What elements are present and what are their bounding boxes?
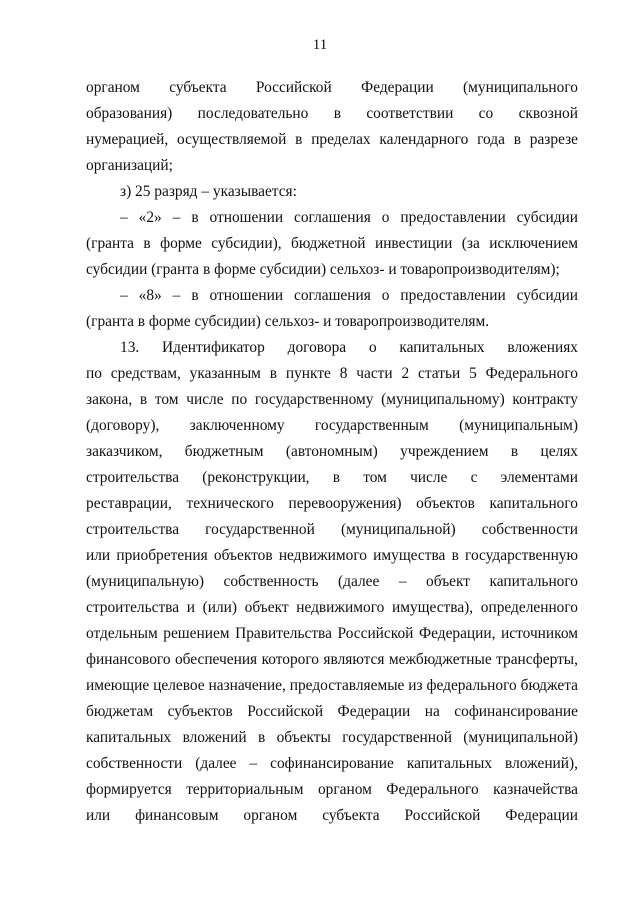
text-line: бюджетам субъектов Российской Федерации на софинансирование xyxy=(86,703,578,720)
text-line: формируется территориальным органом Федерального казначейства xyxy=(86,781,578,798)
text-line: 13. Идентификатор договора о капитальных вложениях xyxy=(120,339,578,356)
text-line: (договору), заключенному государственным (муниципальным) xyxy=(86,417,578,434)
text-line: имеющие целевое назначение, предоставляемые из федерального бюджета xyxy=(86,677,578,694)
text-line: – «2» – в отношении соглашения о предоставлении субсидии xyxy=(120,209,578,226)
text-line: (гранта в форме субсидии) сельхоз- и товаропроизводителям. xyxy=(86,313,490,330)
text-line: капитальных вложений в объекты государственной (муниципальной) xyxy=(86,729,578,746)
text-line: органом субъекта Российской Федерации (муниципального xyxy=(86,79,578,96)
text-line: субсидии (гранта в форме субсидии) сельхоз- и товаропроизводителям); xyxy=(86,261,560,278)
text-line: закона, в том числе по государственному (муниципальному) контракту xyxy=(86,391,578,408)
text-line: – «8» – в отношении соглашения о предоставлении субсидии xyxy=(120,287,578,304)
text-line: (муниципальную) собственность (далее – объект капитального xyxy=(86,573,578,590)
text-line: нумерацией, осуществляемой в пределах календарного года в разрезе xyxy=(86,131,578,148)
text-line: строительства государственной (муниципальной) собственности xyxy=(86,521,578,538)
text-line: образования) последовательно в соответствии со сквозной xyxy=(86,105,578,122)
text-line: по средствам, указанным в пункте 8 части 2 статьи 5 Федерального xyxy=(86,365,578,382)
text-line: или приобретения объектов недвижимого имущества в государственную xyxy=(86,547,578,564)
text-line: собственности (далее – софинансирование капитальных вложений), xyxy=(86,755,578,772)
text-line: финансового обеспечения которого являются межбюджетные трансферты, xyxy=(86,651,578,668)
text-line: или финансовым органом субъекта Российской Федерации xyxy=(86,807,578,824)
text-line: отдельным решением Правительства Российской Федерации, источником xyxy=(86,625,578,642)
text-line: (гранта в форме субсидии), бюджетной инвестиции (за исключением xyxy=(86,235,578,252)
page-number: 11 xyxy=(312,37,328,53)
text-line: организаций; xyxy=(86,157,173,174)
text-line: строительства и (или) объект недвижимого имущества), определенного xyxy=(86,599,578,616)
text-line: заказчиком, бюджетным (автономным) учреждением в целях xyxy=(86,443,578,460)
text-line: реставрации, технического перевооружения) объектов капитального xyxy=(86,495,578,512)
text-line: строительства (реконструкции, в том числе с элементами xyxy=(86,469,578,486)
text-line: з) 25 разряд – указывается: xyxy=(120,183,297,200)
